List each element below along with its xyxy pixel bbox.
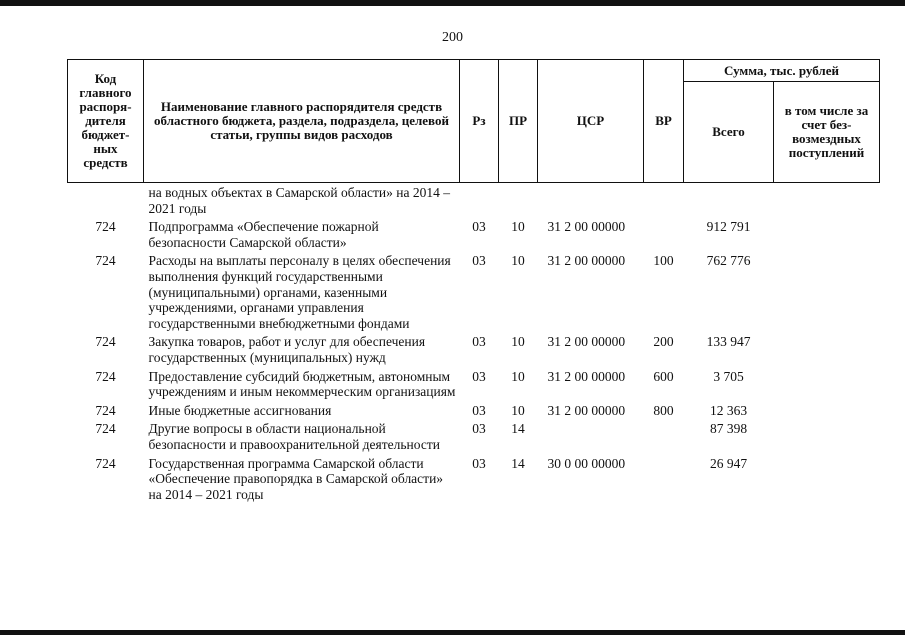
row-gratis xyxy=(774,403,880,422)
row-code: 724 xyxy=(95,455,116,471)
table-row xyxy=(68,253,880,334)
table-row xyxy=(68,403,880,422)
row-gratis xyxy=(774,369,880,403)
row-name: Предоставление субсидий бюджетным, автономным учреждениям и иным некоммерческим организациям xyxy=(148,368,456,400)
row-vr xyxy=(644,456,684,506)
row-vr xyxy=(644,183,684,220)
row-code: 724 xyxy=(95,334,116,350)
row-total: 12 363 xyxy=(709,402,748,418)
row-name: Закупка товаров, работ и услуг для обеспечения государственных (муниципальных) нужд xyxy=(148,334,426,365)
row-rz: 03 xyxy=(472,253,486,269)
row-name: Расходы на выплаты персоналу в целях обеспечения выполнения функций государственными (муниципальными) органами, казенными учреждениями, органами управления государственными внебюджетными фондами xyxy=(148,253,451,331)
row-pr: 10 xyxy=(511,219,525,235)
row-gratis xyxy=(774,456,880,506)
header-gratis: в том числе за счет без-возмездных поступлений xyxy=(774,82,880,183)
row-total: 912 791 xyxy=(706,219,751,235)
row-pr: 10 xyxy=(511,334,525,350)
row-csr: 31 2 00 00000 xyxy=(547,402,626,418)
row-total: 87 398 xyxy=(709,421,748,437)
header-code: Код главного распоря-дителя бюджет-ных средств xyxy=(68,60,144,183)
table-row xyxy=(68,183,880,220)
row-name: Иные бюджетные ассигнования xyxy=(148,402,332,418)
budget-table xyxy=(67,59,880,505)
header-total: Всего xyxy=(684,82,774,183)
row-code: 724 xyxy=(95,368,116,384)
row-name: на водных объектах в Самарской области» на 2014 – 2021 годы xyxy=(148,185,450,216)
header-name: Наименование главного распорядителя средств областного бюджета, раздела, подраздела, целевой статьи, группы видов расходов xyxy=(144,60,460,183)
row-pr xyxy=(499,183,538,220)
top-rule xyxy=(0,0,905,6)
row-vr: 800 xyxy=(653,402,674,418)
bottom-rule xyxy=(0,630,905,635)
table-row xyxy=(68,421,880,455)
table-row xyxy=(68,369,880,403)
row-total: 762 776 xyxy=(706,253,751,269)
row-rz: 03 xyxy=(472,368,486,384)
row-vr: 100 xyxy=(653,253,674,269)
row-vr: 200 xyxy=(653,334,674,350)
row-csr: 31 2 00 00000 xyxy=(547,334,626,350)
table-body xyxy=(68,183,880,506)
row-rz: 03 xyxy=(472,219,486,235)
row-pr: 10 xyxy=(511,402,525,418)
row-vr xyxy=(644,219,684,253)
row-rz: 03 xyxy=(472,455,486,471)
row-csr: 31 2 00 00000 xyxy=(547,253,626,269)
row-vr: 600 xyxy=(653,368,674,384)
row-name: Государственная программа Самарской области «Обеспечение правопорядка в Самарской области» на 2014 – 2021 годы xyxy=(148,455,444,502)
row-pr: 10 xyxy=(511,368,525,384)
row-csr xyxy=(538,183,644,220)
row-pr: 14 xyxy=(511,455,525,471)
row-gratis xyxy=(774,219,880,253)
row-gratis xyxy=(774,253,880,334)
row-rz xyxy=(460,183,499,220)
row-total: 133 947 xyxy=(706,334,751,350)
row-csr: 31 2 00 00000 xyxy=(547,368,626,384)
row-rz: 03 xyxy=(472,421,486,437)
row-rz: 03 xyxy=(472,334,486,350)
header-csr: ЦСР xyxy=(538,60,644,183)
row-code xyxy=(68,183,144,220)
row-vr xyxy=(644,421,684,455)
row-code: 724 xyxy=(95,219,116,235)
header-rz: Рз xyxy=(460,60,499,183)
row-gratis xyxy=(774,334,880,368)
header-pr: ПР xyxy=(499,60,538,183)
row-total: 3 705 xyxy=(713,368,744,384)
header-sum: Сумма, тыс. рублей xyxy=(684,60,880,82)
header-vr: ВР xyxy=(644,60,684,183)
row-csr: 31 2 00 00000 xyxy=(547,219,626,235)
row-name: Подпрограмма «Обеспечение пожарной безопасности Самарской области» xyxy=(148,219,379,250)
row-name: Другие вопросы в области национальной безопасности и правоохранительной деятельности xyxy=(148,421,440,452)
row-pr: 10 xyxy=(511,253,525,269)
table-header xyxy=(68,60,880,183)
table-row xyxy=(68,334,880,368)
row-pr: 14 xyxy=(511,421,525,437)
row-gratis xyxy=(774,183,880,220)
row-total xyxy=(684,183,774,220)
table-row xyxy=(68,219,880,253)
row-gratis xyxy=(774,421,880,455)
row-total: 26 947 xyxy=(709,455,748,471)
row-rz: 03 xyxy=(472,402,486,418)
table-row xyxy=(68,456,880,506)
page-number: 200 xyxy=(442,30,463,45)
row-csr xyxy=(538,421,644,455)
row-csr: 30 0 00 00000 xyxy=(547,455,626,471)
row-code: 724 xyxy=(95,421,116,437)
row-code: 724 xyxy=(95,253,116,269)
row-code: 724 xyxy=(95,402,116,418)
